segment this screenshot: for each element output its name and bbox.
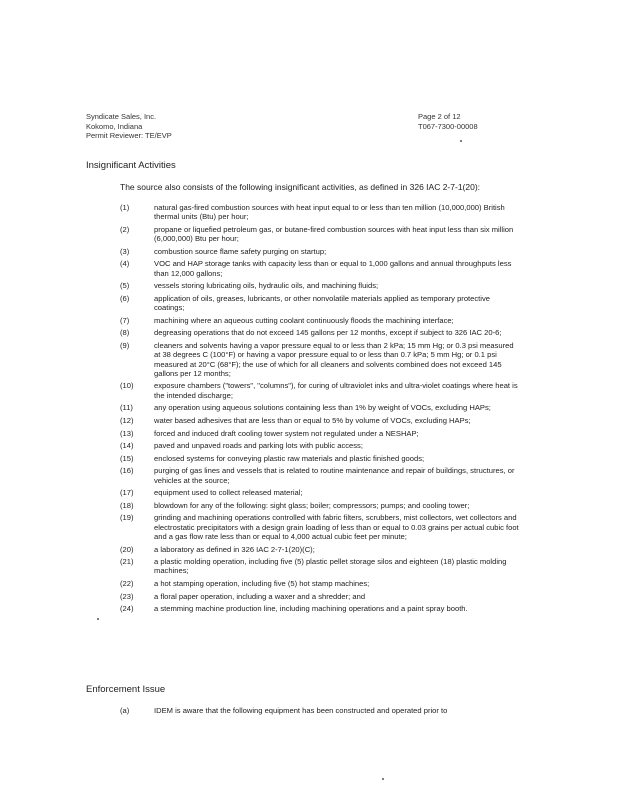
item-number: (11) [120,403,133,413]
list-item [120,706,520,715]
insignificant-activities-list [120,203,520,617]
list-item [120,247,520,256]
insignificant-activities-heading: Insignificant Activities [86,160,176,171]
list-item [120,513,520,541]
list-item [120,416,520,425]
list-item [120,501,520,510]
item-number: (18) [120,500,134,510]
list-item [120,328,520,337]
enforcement-issue-heading: Enforcement Issue [86,684,166,695]
item-text: machining where an aqueous cutting coolant continuously floods the machining interface; [154,315,454,325]
item-text: water based adhesives that are less than or equal to 5% by volume of VOCs, excluding HAPs; [154,415,471,425]
list-item [120,429,520,438]
list-item [120,466,520,485]
header-reviewer: Permit Reviewer: TE/EVP [86,131,172,140]
list-item [120,441,520,450]
list-item [120,259,520,278]
list-item [120,225,520,244]
list-item [120,454,520,463]
item-text: a hot stamping operation, including five (5) hot stamp machines; [154,579,370,589]
item-number: (7) [120,315,130,325]
scan-speck [382,778,384,780]
list-item [120,545,520,554]
list-item [120,579,520,588]
item-text: degreasing operations that do not exceed 145 gallons per 12 months, except if subject to 326 IAC 20-6; [154,328,502,338]
list-item [120,604,520,613]
item-number: (24) [120,604,134,614]
header-location: Kokomo, Indiana [86,121,143,131]
enforcement-list [120,706,520,719]
item-number: (9) [120,340,130,350]
item-text: exposure chambers ("towers", "columns"), for curing of ultraviolet inks and ultra-violet coatings where heat is the intended discharge; [154,381,518,400]
item-number: (22) [120,579,134,589]
item-text: IDEM is aware that the following equipment has been constructed and operated prior to [154,706,448,715]
item-text: combustion source flame safety purging on startup; [154,246,327,256]
header-page-number: Page 2 of 12 [418,112,461,121]
insignificant-intro: The source also consists of the following insignificant activities, as defined in 326 IAC 2-7-1(20): [120,182,481,192]
item-number: (15) [120,453,134,463]
item-number: (10) [120,381,134,391]
item-text: grinding and machining operations controlled with fabric filters, scrubbers, mist collectors, wet collectors and electrostatic precipitators with a design grain loading of less than or equal to 0.03 grains per actual cubic foot and a gas flow rate less than or equal to 4,000 actual cubic feet per minute; [154,513,519,541]
item-number: (13) [120,428,134,438]
list-item [120,294,520,313]
item-number: (1) [120,203,130,212]
scan-speck [460,140,462,142]
item-text: VOC and HAP storage tanks with capacity less than or equal to 1,000 gallons and annual throughputs less than 12,000 gallons; [154,259,512,278]
item-number: (17) [120,488,134,498]
item-number: (12) [120,415,134,425]
list-item [120,203,520,222]
item-text: a laboratory as defined in 326 IAC 2-7-1(20)(C); [154,544,315,554]
header-permit-number: T067-7300-00008 [418,121,478,131]
item-text: a stemming machine production line, including machining operations and a paint spray booth. [154,604,468,614]
item-text: purging of gas lines and vessels that is related to routine maintenance and repair of buildings, structures, or vehicles at the source; [154,466,515,485]
item-text: vessels storing lubricating oils, hydraulic oils, and machining fluids; [154,281,379,291]
item-number: (a) [120,706,130,715]
list-item [120,488,520,497]
item-number: (8) [120,328,130,338]
list-item [120,403,520,412]
header-right-block [418,112,478,131]
item-text: any operation using aqueous solutions containing less than 1% by weight of VOCs, excluding HAPs; [154,403,491,413]
item-number: (23) [120,591,134,601]
list-item [120,557,520,576]
item-text: a plastic molding operation, including five (5) plastic pellet storage silos and eighteen (18) plastic molding machines; [154,557,507,576]
item-number: (3) [120,246,130,256]
scan-speck [97,618,99,620]
list-item [120,592,520,601]
header-left-block [86,112,172,141]
item-text: paved and unpaved roads and parking lots with public access; [154,441,363,451]
item-text: cleaners and solvents having a vapor pressure equal to or less than 2 kPa; 15 mm Hg; or 0.3 psi measured at 38 degrees C (100°F) or having a vapor pressure equal to or less than 0.7 kPa; 5 mm Hg; or 0.1 psi measured at 20°C (68°F); the use of which for all cleaners and solvents combined does not exceed 145 gallons per 12 months; [154,340,514,378]
item-number: (16) [120,466,134,476]
item-number: (20) [120,544,134,554]
list-item [120,281,520,290]
item-number: (6) [120,293,130,303]
item-number: (5) [120,281,130,291]
list-item [120,316,520,325]
item-number: (21) [120,557,134,567]
item-number: (4) [120,259,130,269]
list-item [120,381,520,400]
item-text: forced and induced draft cooling tower system not regulated under a NESHAP; [154,428,419,438]
item-text: enclosed systems for conveying plastic raw materials and plastic finished goods; [154,453,425,463]
item-text: natural gas-fired combustion sources with heat input equal to or less than ten million (10,000,000) British thermal units (Btu) per hour; [154,203,505,222]
item-text: blowdown for any of the following: sight glass; boiler; compressors; pumps; and cooling tower; [154,500,470,510]
item-text: application of oils, greases, lubricants, or other nonvolatile materials applied as temporary protective coatings; [154,293,490,313]
header-company: Syndicate Sales, Inc. [86,112,157,121]
item-number: (2) [120,224,130,234]
item-text: a floral paper operation, including a waxer and a shredder; and [154,591,366,601]
list-item [120,341,520,378]
item-text: equipment used to collect released material; [154,488,303,498]
item-text: propane or liquefied petroleum gas, or butane-fired combustion sources with heat input less than six million (6,000,000) Btu per hour; [154,224,514,244]
item-number: (19) [120,513,134,523]
item-number: (14) [120,441,134,451]
